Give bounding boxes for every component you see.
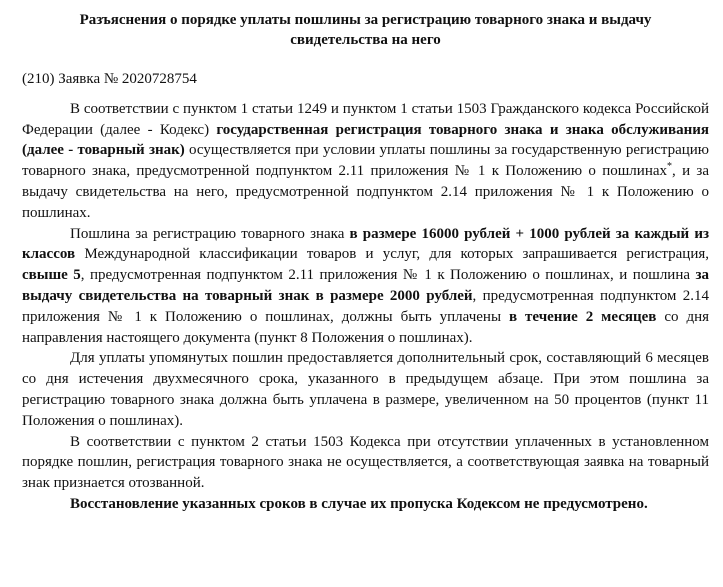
paragraph-bold-text: в размере 16000 рублей + 1000 рублей за каждый из классов bbox=[22, 225, 709, 263]
paragraph-text: , предусмотренная подпунктом 2.11 приложения № 1 к Положению о пошлинах, и пошлина bbox=[80, 267, 696, 284]
paragraph-text: осуществляется при условии уплаты пошлины за государственную регистрацию товарного знака, предусмотренной подпунктом 2.11 приложения № 1 к Положению о пошлинах bbox=[22, 142, 709, 180]
paragraph-text: , предусмотренная подпунктом 2.14 приложения № 1 к Положению о пошлинах, должны быть уплачены bbox=[22, 287, 709, 325]
footnote-mark: * bbox=[667, 161, 673, 173]
paragraph-bold-text: государственная регистрация товарного знака и знака обслуживания (далее - товарный знак) bbox=[22, 121, 709, 159]
paragraph-bold-text: свыше 5 bbox=[22, 267, 81, 284]
paragraph-registration-basis bbox=[22, 99, 709, 224]
application-number: (210) Заявка № 2020728754 bbox=[22, 71, 197, 87]
paragraph-text: , и за выдачу свидетельства на него, предусмотренной подпунктом 2.14 приложения № 1 к Положению о пошлинах. bbox=[22, 163, 709, 221]
paragraph-text: со дня направления настоящего документа (пункт 8 Положения о пошлинах). bbox=[22, 308, 710, 346]
paragraph-text: Международной классификации товаров и услуг, для которых запрашивается регистрация, bbox=[75, 246, 709, 263]
paragraph-fee-amounts bbox=[22, 224, 709, 349]
paragraph-bold-text: в течение 2 месяцев bbox=[508, 308, 657, 325]
paragraph-additional-term: Для уплаты упомянутых пошлин предоставляется дополнительный срок, составляющий 6 месяцев со дня истечения двухмесячного срока, указанного в предыдущем абзаце. При этом пошлина за регистрацию товарного знака должна быть уплачена в размере, увеличенном на 50 процентов (пункт 11 Положения о пошлинах). bbox=[22, 350, 709, 429]
paragraph-bold-text: за выдачу свидетельства на товарный знак в размере 2000 рублей bbox=[22, 267, 709, 304]
final-note: Восстановление указанных сроков в случае их пропуска Кодексом не предусмотрено. bbox=[70, 495, 648, 512]
document-title: Разъяснения о порядке уплаты пошлины за регистрацию товарного знака и выдачу свидетельства на него bbox=[79, 12, 652, 48]
paragraph-text: В соответствии с пунктом 1 статьи 1249 и пунктом 1 статьи 1503 Гражданского кодекса Российской Федерации (далее - Кодекс) bbox=[22, 100, 709, 138]
paragraph-consequences: В соответствии с пунктом 2 статьи 1503 Кодекса при отсутствии уплаченных в установленном порядке пошлин, регистрация товарного знака не осуществляется, а соответствующая заявка на товарный знак признается отозванной. bbox=[22, 433, 709, 492]
paragraph-text: Пошлина за регистрацию товарного знака bbox=[70, 225, 350, 242]
